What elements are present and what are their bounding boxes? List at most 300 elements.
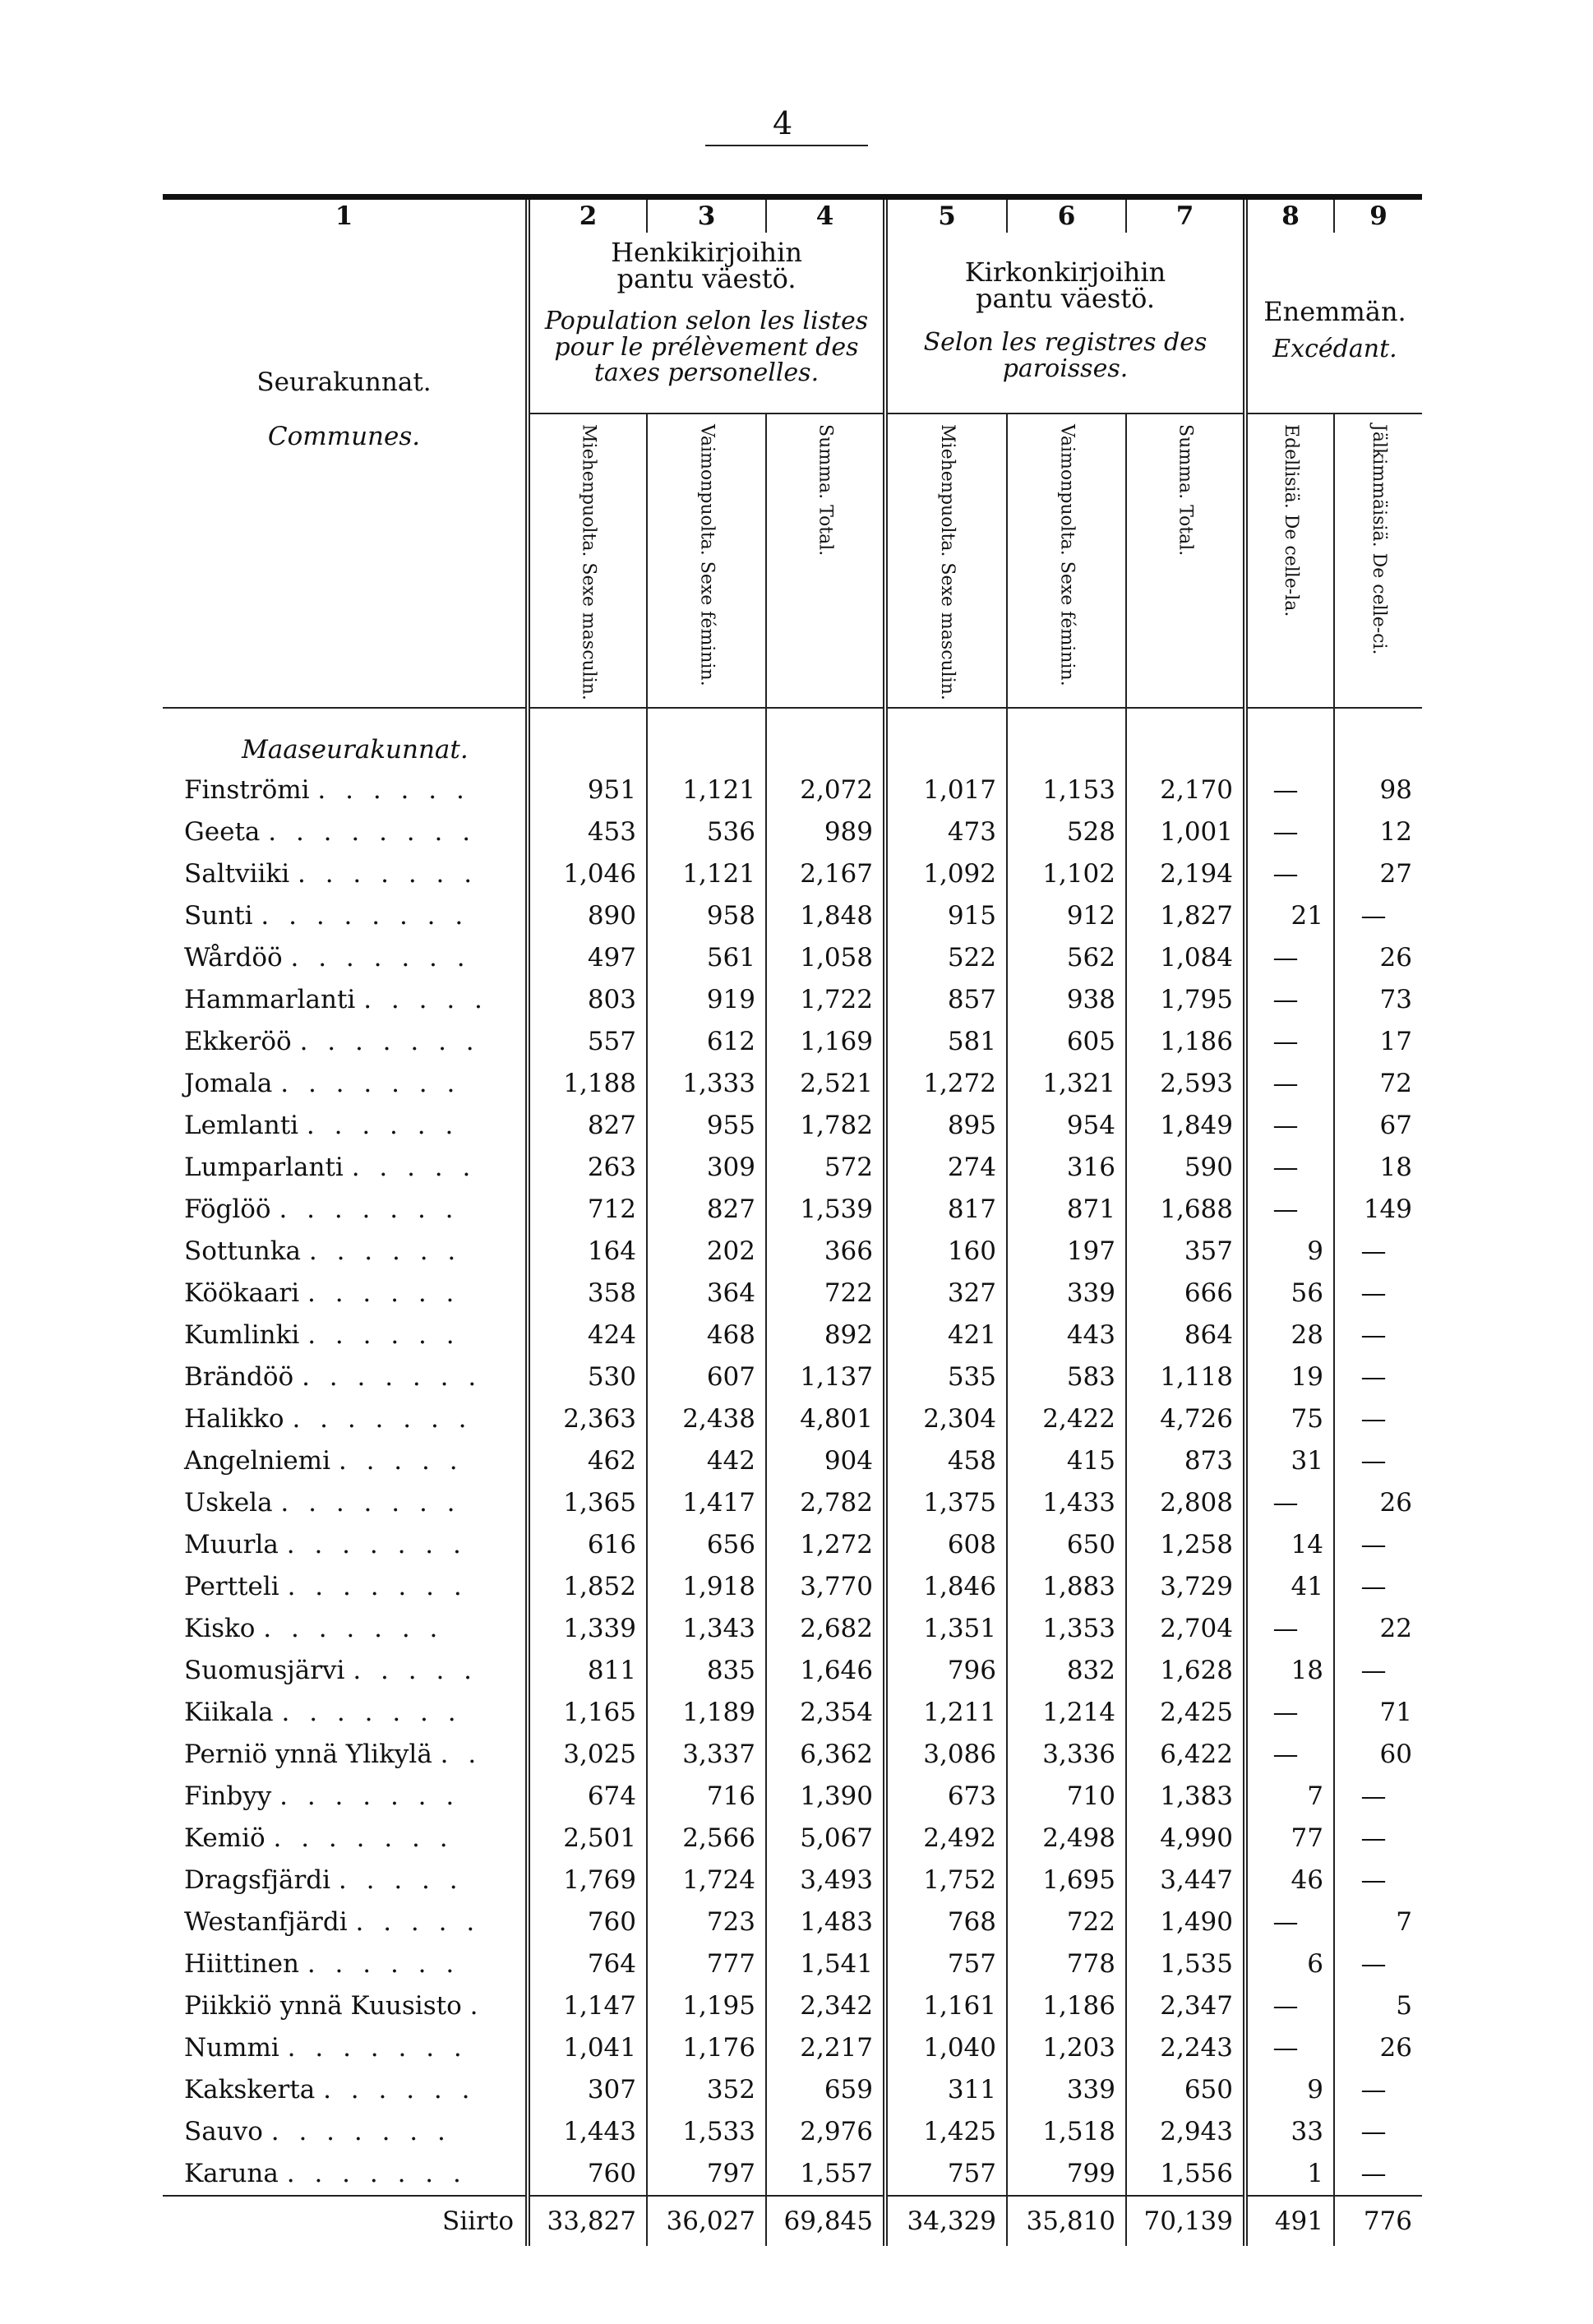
commune-name: Sauvo [184, 2117, 263, 2147]
commune-name: Sunti [184, 901, 253, 931]
value-cell: 1,557 [766, 2153, 885, 2196]
value-cell: 3,729 [1126, 1566, 1245, 1608]
value-cell: — [1334, 2111, 1422, 2153]
value-cell: — [1334, 1860, 1422, 1901]
table-row [163, 1734, 1422, 1776]
table-row [163, 1985, 1422, 2027]
value-cell: 77 [1245, 1818, 1334, 1860]
value-cell: 56 [1245, 1273, 1334, 1314]
commune-name-cell [163, 1692, 528, 1734]
value-cell: 18 [1245, 1650, 1334, 1692]
commune-name-cell [163, 1943, 528, 1985]
commune-name: Karuna [184, 2159, 279, 2189]
commune-name: Kakskerta [184, 2075, 316, 2105]
commune-name-cell [163, 1314, 528, 1356]
leader-dots: . . . . . [338, 1446, 464, 1476]
value-cell: — [1245, 1021, 1334, 1063]
value-cell: 1,343 [647, 1608, 766, 1650]
value-cell: 2,170 [1126, 769, 1245, 811]
value-cell: 1,724 [647, 1860, 766, 1901]
value-cell: 915 [885, 895, 1007, 937]
value-cell: 1,918 [647, 1566, 766, 1608]
value-cell: 892 [766, 1314, 885, 1356]
value-cell: 864 [1126, 1314, 1245, 1356]
value-cell: 2,072 [766, 769, 885, 811]
col-num-4: 4 [766, 197, 885, 233]
commune-name: Lumparlanti [184, 1153, 344, 1183]
value-cell: 2,492 [885, 1818, 1007, 1860]
total-cell: 35,810 [1007, 2196, 1126, 2246]
value-cell: 1,189 [647, 1692, 766, 1734]
value-cell: 1 [1245, 2153, 1334, 2196]
value-cell: 2,782 [766, 1482, 885, 1524]
table-row [163, 2027, 1422, 2069]
leader-dots: . . . . . . [308, 1236, 462, 1267]
value-cell: 1,001 [1126, 811, 1245, 853]
total-cell: 70,139 [1126, 2196, 1245, 2246]
value-cell: 1,333 [647, 1063, 766, 1105]
value-cell: 316 [1007, 1147, 1126, 1189]
table-row [163, 1440, 1422, 1482]
value-cell: — [1245, 2027, 1334, 2069]
value-cell: 873 [1126, 1440, 1245, 1482]
col-num-1: 1 [163, 197, 528, 233]
leader-dots: . . . . . . [323, 2075, 476, 2105]
value-cell: 6,422 [1126, 1734, 1245, 1776]
value-cell: — [1334, 1231, 1422, 1273]
jalkimmaisia-label: Jälkimmäisiä. De celle-ci. [1368, 424, 1389, 655]
value-cell: 1,017 [885, 769, 1007, 811]
table-row [163, 2153, 1422, 2196]
value-cell: 608 [885, 1524, 1007, 1566]
value-cell: 919 [647, 979, 766, 1021]
value-cell: — [1245, 1734, 1334, 1776]
value-cell: 797 [647, 2153, 766, 2196]
value-cell: 2,217 [766, 2027, 885, 2069]
value-cell: 1,147 [528, 1985, 647, 2027]
value-cell: 9 [1245, 2069, 1334, 2111]
value-cell: 1,383 [1126, 1776, 1245, 1818]
value-cell: 1,214 [1007, 1692, 1126, 1734]
value-cell: 650 [1126, 2069, 1245, 2111]
leader-dots: . . . . . . . [298, 859, 478, 889]
commune-name-cell [163, 1063, 528, 1105]
commune-name: Kemiö [184, 1823, 266, 1854]
table-row [163, 1608, 1422, 1650]
commune-name-cell [163, 2027, 528, 2069]
value-cell: 2,521 [766, 1063, 885, 1105]
table-row [163, 769, 1422, 811]
value-cell: 443 [1007, 1314, 1126, 1356]
value-cell: 4,801 [766, 1398, 885, 1440]
value-cell: 1,041 [528, 2027, 647, 2069]
table-row [163, 1482, 1422, 1524]
value-cell: 583 [1007, 1356, 1126, 1398]
value-cell: 7 [1245, 1776, 1334, 1818]
commune-name: Jomala [184, 1069, 273, 1099]
table-row [163, 937, 1422, 979]
leader-dots: . . . . . [355, 1907, 481, 1938]
value-cell: 2,363 [528, 1398, 647, 1440]
population-table [163, 194, 1422, 2246]
value-cell: — [1334, 1650, 1422, 1692]
value-cell: 2,167 [766, 853, 885, 895]
commune-name-cell [163, 1356, 528, 1398]
commune-name-cell [163, 1021, 528, 1063]
leader-dots: . . . . . [338, 1865, 464, 1896]
value-cell: 1,722 [766, 979, 885, 1021]
value-cell: 1,186 [1007, 1985, 1126, 2027]
value-cell: 75 [1245, 1398, 1334, 1440]
commune-name: Föglöö [184, 1194, 271, 1225]
table-row [163, 1021, 1422, 1063]
page-number-rule [705, 145, 868, 146]
value-cell: — [1334, 1524, 1422, 1566]
leader-dots: . . . . . . . [286, 1530, 467, 1560]
leader-dots: . [469, 1991, 484, 2021]
value-cell: 357 [1126, 1231, 1245, 1273]
commune-name: Dragsfjärdi [184, 1865, 331, 1896]
commune-name: Westanfjärdi [184, 1907, 348, 1938]
leader-dots: . . . . . . . [287, 2033, 468, 2063]
table-row [163, 853, 1422, 895]
value-cell: — [1245, 937, 1334, 979]
value-cell: 1,169 [766, 1021, 885, 1063]
total-cell: 69,845 [766, 2196, 885, 2246]
value-cell: — [1334, 1566, 1422, 1608]
value-cell: 462 [528, 1440, 647, 1482]
kirkko-male-header [885, 414, 1007, 708]
value-cell: — [1334, 2069, 1422, 2111]
value-cell: — [1245, 769, 1334, 811]
value-cell: — [1334, 1273, 1422, 1314]
value-cell: 327 [885, 1273, 1007, 1314]
value-cell: — [1334, 1440, 1422, 1482]
value-cell: 1,339 [528, 1608, 647, 1650]
enemman-heading: Enemmän. [1263, 296, 1406, 327]
section-row [163, 708, 1422, 769]
table-row [163, 1901, 1422, 1943]
value-cell: 366 [766, 1231, 885, 1273]
total-cell: 491 [1245, 2196, 1334, 2246]
value-cell: 1,827 [1126, 895, 1245, 937]
leader-dots: . . . . . . . [263, 1614, 444, 1644]
value-cell: 309 [647, 1147, 766, 1189]
page-number: 4 [773, 105, 793, 141]
kirkonkirjoihin-group [885, 233, 1245, 414]
leader-dots: . . . . . . [317, 775, 470, 806]
population-fr-heading: Population selon les listes pour le prélèvement des taxes personelles. [544, 307, 869, 387]
leader-dots: . . . . . . . [292, 1404, 473, 1435]
value-cell: 1,058 [766, 937, 885, 979]
value-cell: 912 [1007, 895, 1126, 937]
value-cell: 1,541 [766, 1943, 885, 1985]
commune-name-cell [163, 2153, 528, 2196]
commune-name-cell [163, 937, 528, 979]
value-cell: 3,025 [528, 1734, 647, 1776]
value-cell: 3,336 [1007, 1734, 1126, 1776]
value-cell: 857 [885, 979, 1007, 1021]
communes-heading: Communes. [163, 414, 528, 708]
value-cell: 497 [528, 937, 647, 979]
value-cell: 2,704 [1126, 1608, 1245, 1650]
table-row [163, 1063, 1422, 1105]
value-cell: 561 [647, 937, 766, 979]
value-cell: — [1245, 1063, 1334, 1105]
leader-dots: . . . . . . . [286, 2159, 467, 2189]
excedant-heading: Excédant. [1272, 335, 1397, 363]
value-cell: 149 [1334, 1189, 1422, 1231]
value-cell: 67 [1334, 1105, 1422, 1147]
value-cell: 2,438 [647, 1398, 766, 1440]
value-cell: 26 [1334, 1482, 1422, 1524]
value-cell: 453 [528, 811, 647, 853]
value-cell: 764 [528, 1943, 647, 1985]
value-cell: 27 [1334, 853, 1422, 895]
value-cell: 1,211 [885, 1692, 1007, 1734]
value-cell: — [1334, 895, 1422, 937]
table-row [163, 1356, 1422, 1398]
value-cell: 1,040 [885, 2027, 1007, 2069]
value-cell: 1,165 [528, 1692, 647, 1734]
value-cell: 530 [528, 1356, 647, 1398]
value-cell: — [1245, 1692, 1334, 1734]
commune-name-cell [163, 1818, 528, 1860]
value-cell: 1,852 [528, 1566, 647, 1608]
value-cell: 7 [1334, 1901, 1422, 1943]
value-cell: 1,848 [766, 895, 885, 937]
commune-name: Kiikala [184, 1698, 274, 1728]
value-cell: 1,433 [1007, 1482, 1126, 1524]
value-cell: — [1245, 1105, 1334, 1147]
value-cell: 46 [1245, 1860, 1334, 1901]
commune-name: Nummi [184, 2033, 279, 2063]
value-cell: 1,646 [766, 1650, 885, 1692]
value-cell: — [1245, 1147, 1334, 1189]
table-row [163, 2069, 1422, 2111]
value-cell: — [1334, 1818, 1422, 1860]
edellisia-label: Edellisiä. De celle-la. [1280, 424, 1301, 617]
henki-male-header [528, 414, 647, 708]
value-cell: 522 [885, 937, 1007, 979]
value-cell: 605 [1007, 1021, 1126, 1063]
value-cell: 722 [1007, 1901, 1126, 1943]
kirkko-male-label: Miehenpuolta. Sexe masculin. [936, 424, 958, 700]
column-number-row [163, 197, 1422, 233]
kirkko-total-label: Summa. Total. [1175, 424, 1196, 557]
value-cell: 31 [1245, 1440, 1334, 1482]
value-cell: 2,593 [1126, 1063, 1245, 1105]
value-cell: 9 [1245, 1231, 1334, 1273]
value-cell: 1,258 [1126, 1524, 1245, 1566]
value-cell: 2,501 [528, 1818, 647, 1860]
henki-total-header [766, 414, 885, 708]
value-cell: 1,533 [647, 2111, 766, 2153]
value-cell: 3,493 [766, 1860, 885, 1901]
table-row [163, 1231, 1422, 1273]
value-cell: 274 [885, 1147, 1007, 1189]
subheader-row [163, 414, 1422, 708]
value-cell: 1,353 [1007, 1608, 1126, 1650]
commune-name-cell [163, 1189, 528, 1231]
table-row [163, 1818, 1422, 1860]
value-cell: 904 [766, 1440, 885, 1482]
total-cell: 776 [1334, 2196, 1422, 2246]
commune-name-cell [163, 895, 528, 937]
commune-name-cell [163, 1105, 528, 1147]
commune-name: Saltviiki [184, 859, 290, 889]
commune-name-cell [163, 1147, 528, 1189]
value-cell: — [1245, 1189, 1334, 1231]
value-cell: 2,243 [1126, 2027, 1245, 2069]
commune-name-cell [163, 1734, 528, 1776]
value-cell: 1,121 [647, 769, 766, 811]
leader-dots: . . . . . . . [279, 1781, 460, 1812]
commune-name: Ekkeröö [184, 1027, 292, 1057]
value-cell: 71 [1334, 1692, 1422, 1734]
value-cell: 757 [885, 1943, 1007, 1985]
total-cell: 33,827 [528, 2196, 647, 2246]
selon-registres-heading: Selon les registres des paroisses. [923, 328, 1207, 383]
leader-dots: . . . . . . [307, 1278, 460, 1309]
value-cell: 562 [1007, 937, 1126, 979]
value-cell: 2,342 [766, 1985, 885, 2027]
value-cell: 6 [1245, 1943, 1334, 1985]
totals-row [163, 2196, 1422, 2246]
value-cell: 1,483 [766, 1901, 885, 1943]
value-cell: 4,990 [1126, 1818, 1245, 1860]
leader-dots: . . . . . [351, 1153, 477, 1183]
value-cell: 2,976 [766, 2111, 885, 2153]
col-num-6: 6 [1007, 197, 1126, 233]
value-cell: 710 [1007, 1776, 1126, 1818]
leader-dots: . . . . . . . [273, 1823, 454, 1854]
value-cell: 2,194 [1126, 853, 1245, 895]
value-cell: 1,518 [1007, 2111, 1126, 2153]
value-cell: 895 [885, 1105, 1007, 1147]
value-cell: 1,628 [1126, 1650, 1245, 1692]
value-cell: 424 [528, 1314, 647, 1356]
value-cell: 1,846 [885, 1566, 1007, 1608]
table-row [163, 1692, 1422, 1734]
col-num-5: 5 [885, 197, 1007, 233]
value-cell: 757 [885, 2153, 1007, 2196]
value-cell: 607 [647, 1356, 766, 1398]
value-cell: 796 [885, 1650, 1007, 1692]
value-cell: 1,203 [1007, 2027, 1126, 2069]
value-cell: 955 [647, 1105, 766, 1147]
commune-name-cell [163, 1273, 528, 1314]
value-cell: 989 [766, 811, 885, 853]
table-row [163, 1273, 1422, 1314]
leader-dots: . . . . . . . [299, 1027, 480, 1057]
value-cell: 778 [1007, 1943, 1126, 1985]
value-cell: 2,808 [1126, 1482, 1245, 1524]
value-cell: — [1245, 1608, 1334, 1650]
value-cell: 364 [647, 1273, 766, 1314]
value-cell: 1,849 [1126, 1105, 1245, 1147]
value-cell: 442 [647, 1440, 766, 1482]
value-cell: 33 [1245, 2111, 1334, 2153]
henki-female-header [647, 414, 766, 708]
value-cell: 832 [1007, 1650, 1126, 1692]
table-row [163, 895, 1422, 937]
value-cell: 760 [528, 2153, 647, 2196]
value-cell: 415 [1007, 1440, 1126, 1482]
value-cell: 4,726 [1126, 1398, 1245, 1440]
table-row [163, 1105, 1422, 1147]
value-cell: 468 [647, 1314, 766, 1356]
value-cell: 1,539 [766, 1189, 885, 1231]
value-cell: 803 [528, 979, 647, 1021]
henki-male-label: Miehenpuolta. Sexe masculin. [578, 424, 599, 700]
value-cell: 1,121 [647, 853, 766, 895]
value-cell: 263 [528, 1147, 647, 1189]
commune-name-cell [163, 1608, 528, 1650]
value-cell: 28 [1245, 1314, 1334, 1356]
commune-name: Finströmi [184, 775, 310, 806]
kirkko-total-header [1126, 414, 1245, 708]
value-cell: 1,102 [1007, 853, 1126, 895]
leader-dots: . . . . . . . [280, 1488, 461, 1518]
value-cell: 1,795 [1126, 979, 1245, 1021]
value-cell: 1,161 [885, 1985, 1007, 2027]
value-cell: 1,883 [1007, 1566, 1126, 1608]
total-cell: 36,027 [647, 2196, 766, 2246]
value-cell: 572 [766, 1147, 885, 1189]
table-row [163, 811, 1422, 853]
value-cell: 339 [1007, 2069, 1126, 2111]
henki-total-label: Summa. Total. [815, 424, 836, 557]
col-num-2: 2 [528, 197, 647, 233]
commune-name: Hiittinen [184, 1949, 299, 1980]
value-cell: 202 [647, 1231, 766, 1273]
value-cell: — [1245, 1482, 1334, 1524]
value-cell: 1,351 [885, 1608, 1007, 1650]
leader-dots: . . . . . [353, 1656, 478, 1686]
value-cell: 557 [528, 1021, 647, 1063]
value-cell: — [1334, 1776, 1422, 1818]
leader-dots: . . . . . . [307, 1320, 460, 1351]
leader-dots: . . . . . . . [270, 2117, 451, 2147]
value-cell: 307 [528, 2069, 647, 2111]
table-row [163, 1398, 1422, 1440]
value-cell: 612 [647, 1021, 766, 1063]
value-cell: 716 [647, 1776, 766, 1818]
value-cell: 160 [885, 1231, 1007, 1273]
commune-name: Muurla [184, 1530, 279, 1560]
value-cell: 5,067 [766, 1818, 885, 1860]
leader-dots: . . . . . . [307, 1949, 460, 1980]
value-cell: 18 [1334, 1147, 1422, 1189]
value-cell: 1,375 [885, 1482, 1007, 1524]
commune-name-cell [163, 1650, 528, 1692]
value-cell: 954 [1007, 1105, 1126, 1147]
commune-name-cell [163, 979, 528, 1021]
table-row [163, 1776, 1422, 1818]
jalkimmaisia-header [1334, 414, 1422, 708]
value-cell: — [1245, 853, 1334, 895]
table-row [163, 1650, 1422, 1692]
leader-dots: . . . . . . . [281, 1698, 462, 1728]
commune-name-cell [163, 1440, 528, 1482]
value-cell: 3,337 [647, 1734, 766, 1776]
commune-name: Finbyy [184, 1781, 272, 1812]
value-cell: 5 [1334, 1985, 1422, 2027]
leader-dots: . . . . . . [306, 1111, 459, 1141]
value-cell: 21 [1245, 895, 1334, 937]
value-cell: 352 [647, 2069, 766, 2111]
